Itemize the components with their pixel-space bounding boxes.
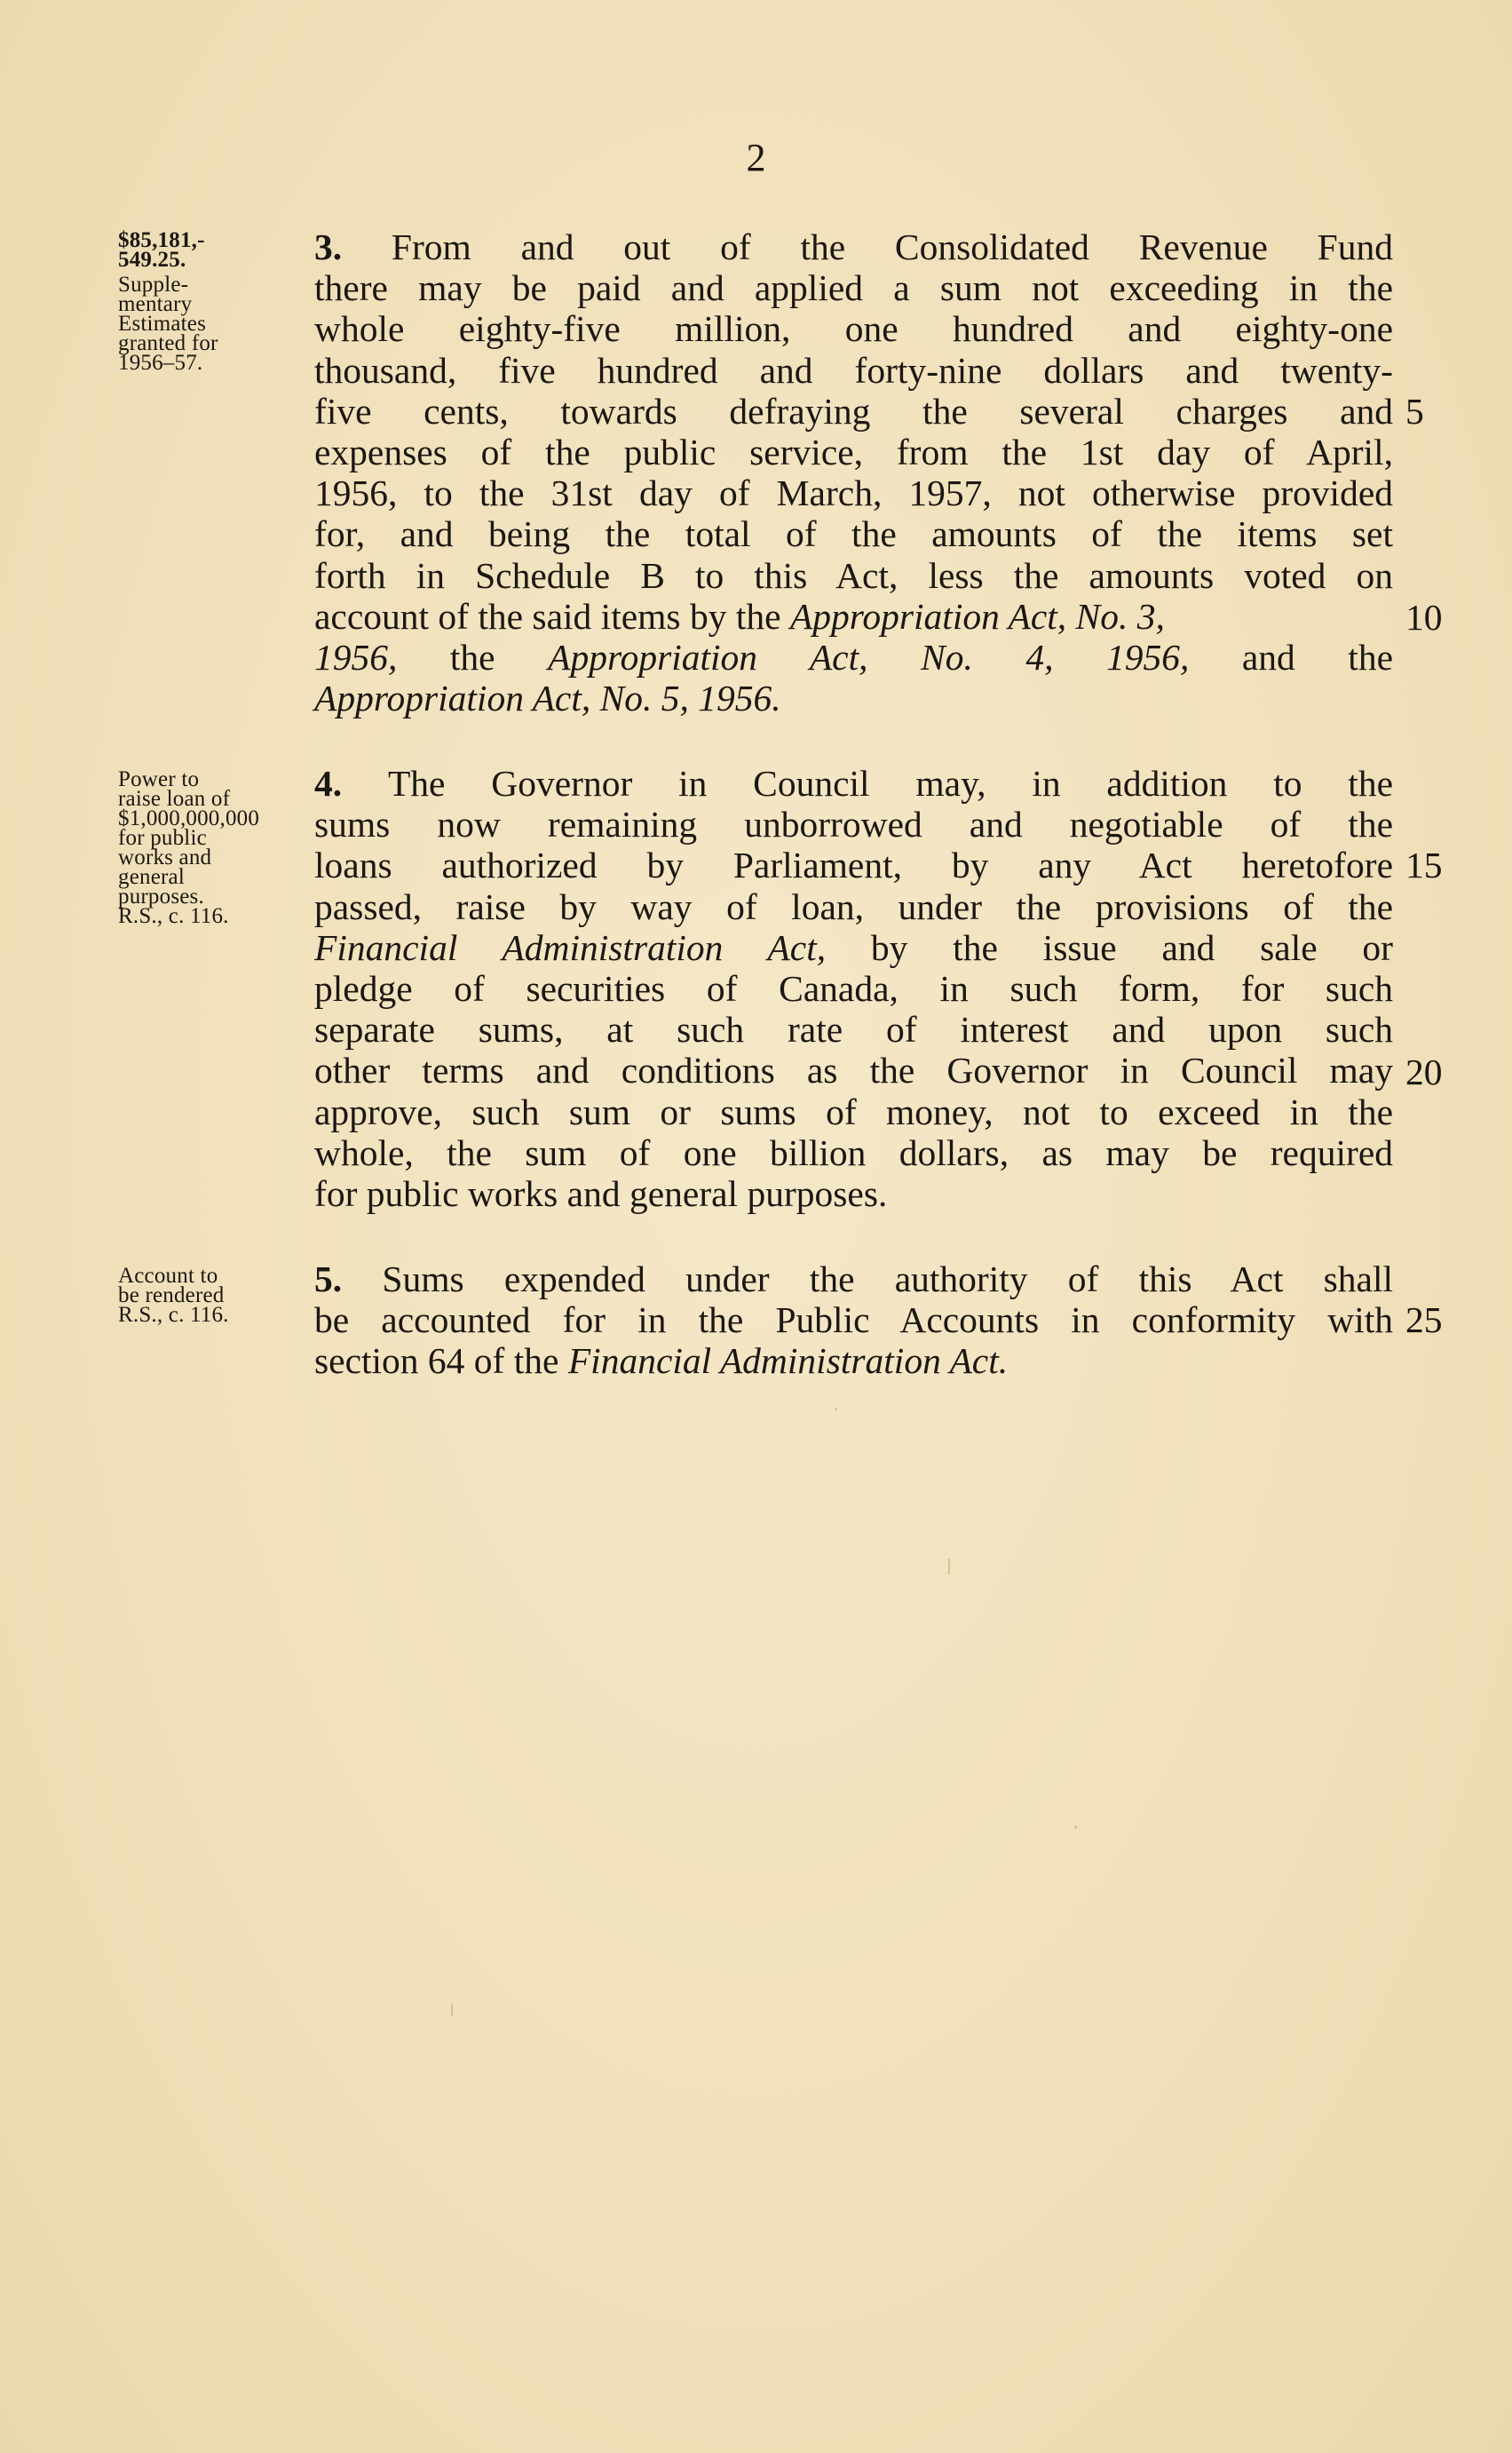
section-line: for, and being the total of the amounts of the items set [314,513,1393,555]
section-line: 5. Sums expended under the authority of this Act shall [314,1258,1393,1299]
section-line: thousand, five hundred and forty-nine dollars and twenty- [314,349,1393,391]
section-number: 5. [314,1258,343,1299]
act-title: Appropriation Act, No. 5, 1956. [314,678,781,719]
margin-note-line: mentary [118,292,193,316]
margin-note-line: Account to [118,1264,218,1288]
line-number-25: 25 [1405,1299,1443,1340]
section-4 [314,763,1393,1214]
section-line: passed, raise by way of loan, under the provisions of the [314,885,1393,927]
page-number: 2 [746,136,766,179]
line-number-20: 20 [1405,1052,1443,1092]
margin-note-line: Supple- [118,273,189,297]
section-line: there may be paid and applied a sum not exceeding in the [314,267,1393,309]
margin-note-section-5 [118,1266,296,1325]
margin-note-line: 1956–57. [118,351,203,375]
section-line: other terms and conditions as the Governor in Council may [314,1050,1393,1092]
section-line: sums now remaining unborrowed and negotiable of the [314,804,1393,845]
margin-note-line: be rendered [118,1283,225,1307]
margin-note-line: R.S., c. 116. [118,1303,229,1327]
section-line: whole, the sum of one billion dollars, as may be required [314,1131,1393,1173]
section-line: approve, such sum or sums of money, not to exceed in the [314,1091,1393,1132]
section-line: five cents, towards defraying the several charges and [314,390,1393,432]
section-line: pledge of securities of Canada, in such form, for such [314,967,1393,1009]
margin-note-line: $1,000,000,000 [118,806,260,830]
section-number: 4. [314,763,343,804]
act-title: 1956, [314,636,398,678]
section-number: 3. [314,226,343,267]
section-line: be accounted for in the Public Accounts in conformity with [314,1299,1393,1341]
margin-note-line: granted for [118,331,218,355]
margin-note-section-4 [118,767,296,928]
margin-note-line: for public [118,826,207,850]
margin-note-line: purposes. [118,885,204,909]
section-line: 3. From and out of the Consolidated Revenue Fund [314,226,1393,267]
act-title: Appropriation Act, No. 3, [789,595,1165,637]
act-title: Financial Administration Act, [314,926,827,968]
margin-note-line: 549.25. [118,248,186,272]
margin-note-line: general [118,865,185,889]
act-title: Financial Administration Act. [567,1340,1009,1382]
section-line: Financial Administration Act, by the issue and sale or [314,926,1393,968]
line-number-10: 10 [1405,597,1443,638]
margin-note-line: Power to [118,767,200,791]
act-title: Appropriation Act, No. 4, 1956, [548,636,1190,678]
section-line: 1956, the Appropriation Act, No. 4, 1956, and the [314,636,1393,678]
margin-note-line: raise loan of [118,787,231,811]
section-line: forth in Schedule B to this Act, less the amounts voted on [314,554,1393,596]
section-line: section 64 of the Financial Administration Act. [314,1340,1009,1382]
section-3 [314,226,1393,718]
paper-speck [451,2004,453,2016]
line-number-15: 15 [1405,845,1443,885]
margin-note-line: works and [118,845,212,869]
margin-note-line: R.S., c. 116. [118,904,229,928]
section-line: separate sums, at such rate of interest and upon such [314,1009,1393,1051]
line-number-5: 5 [1405,391,1424,432]
margin-note-section-3 [118,228,296,375]
paper-speck [835,1408,837,1410]
section-line: 4. The Governor in Council may, in addition to the [314,763,1393,804]
section-line: account of the said items by the Appropriation Act, No. 3, [314,595,1165,637]
section-line: loans authorized by Parliament, by any Act heretofore [314,845,1393,886]
section-line: whole eighty-five million, one hundred and eighty-one [314,308,1393,350]
margin-note-line: $85,181,- [118,228,205,252]
section-line: for public works and general purposes. [314,1172,888,1214]
section-5 [314,1258,1393,1382]
margin-note-line: Estimates [118,312,207,336]
paper-speck [948,1559,950,1575]
section-line: expenses of the public service, from the 1st day of April, [314,431,1393,472]
paper-speck [1074,1826,1077,1829]
section-line: 1956, to the 31st day of March, 1957, not otherwise provided [314,472,1393,514]
